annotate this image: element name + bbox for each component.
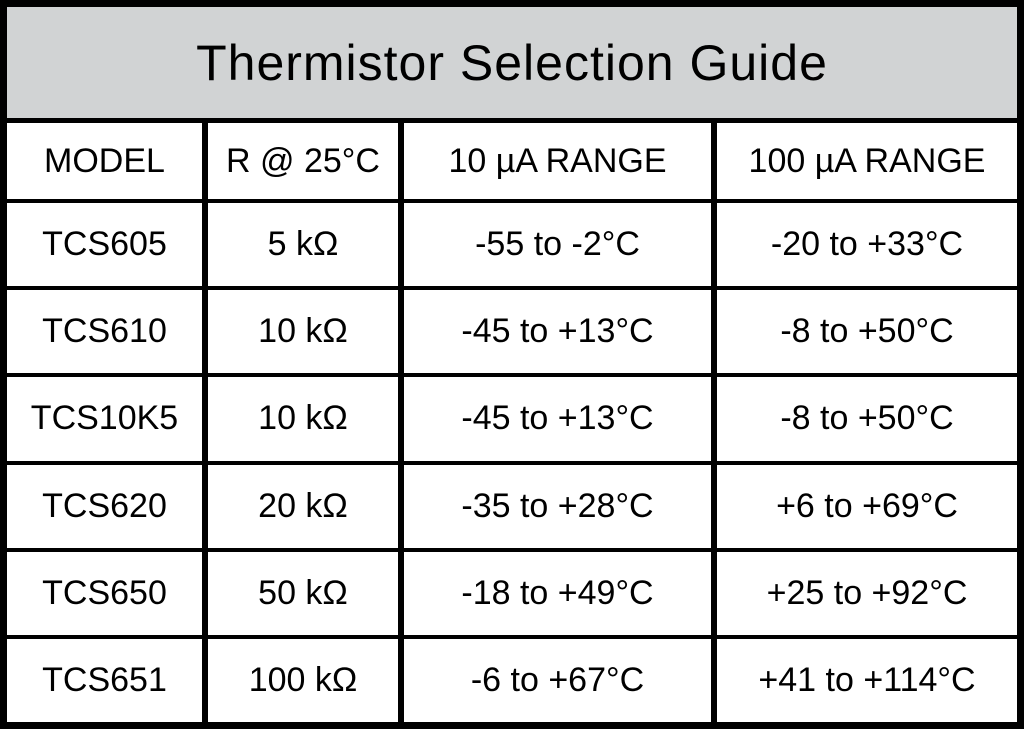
cell-resistance: 50 kΩ [208, 552, 404, 639]
table-row [7, 639, 1017, 722]
cell-10ua-range: -45 to +13°C [404, 290, 717, 377]
table-row [7, 465, 1017, 552]
cell-resistance: 10 kΩ [208, 377, 404, 464]
cell-model: TCS620 [7, 465, 208, 552]
table-row [7, 203, 1017, 290]
column-header-100ua-range: 100 µA RANGE [717, 123, 1017, 203]
cell-100ua-range: -8 to +50°C [717, 290, 1017, 377]
column-header-r-at-25c: R @ 25°C [208, 123, 404, 203]
cell-model: TCS610 [7, 290, 208, 377]
table-row [7, 552, 1017, 639]
title-bar [7, 7, 1017, 123]
cell-100ua-range: -20 to +33°C [717, 203, 1017, 290]
cell-model: TCS650 [7, 552, 208, 639]
cell-10ua-range: -18 to +49°C [404, 552, 717, 639]
cell-resistance: 20 kΩ [208, 465, 404, 552]
cell-100ua-range: +25 to +92°C [717, 552, 1017, 639]
cell-10ua-range: -6 to +67°C [404, 639, 717, 722]
cell-model: TCS10K5 [7, 377, 208, 464]
cell-resistance: 5 kΩ [208, 203, 404, 290]
cell-10ua-range: -45 to +13°C [404, 377, 717, 464]
cell-100ua-range: +41 to +114°C [717, 639, 1017, 722]
column-header-model: MODEL [7, 123, 208, 203]
cell-model: TCS605 [7, 203, 208, 290]
cell-10ua-range: -35 to +28°C [404, 465, 717, 552]
cell-resistance: 10 kΩ [208, 290, 404, 377]
table-header-row [7, 123, 1017, 203]
column-header-10ua-range: 10 µA RANGE [404, 123, 717, 203]
page-title: Thermistor Selection Guide [196, 34, 828, 91]
cell-100ua-range: -8 to +50°C [717, 377, 1017, 464]
table-row [7, 377, 1017, 464]
cell-10ua-range: -55 to -2°C [404, 203, 717, 290]
cell-model: TCS651 [7, 639, 208, 722]
cell-resistance: 100 kΩ [208, 639, 404, 722]
cell-100ua-range: +6 to +69°C [717, 465, 1017, 552]
table-row [7, 290, 1017, 377]
